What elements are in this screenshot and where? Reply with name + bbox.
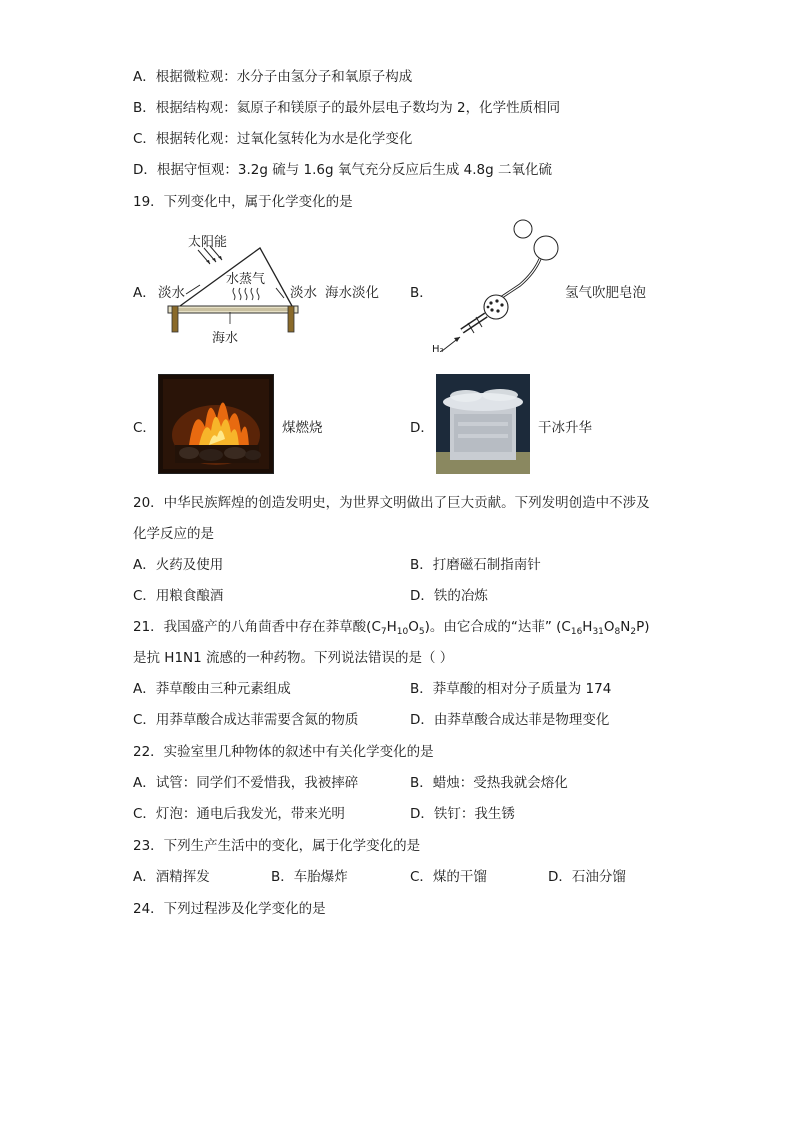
q24-stem: 24．下列过程涉及化学变化的是 (133, 901, 326, 917)
q18-option-a: A．根据微粒观：水分子由氢分子和氧原子构成 (133, 69, 413, 85)
f2-sub-8: 8 (614, 627, 621, 637)
f2-o: O (603, 619, 615, 635)
q19-a-letter: A． (133, 285, 156, 301)
q21-option-c: C．用莽草酸合成达菲需要含氮的物质 (133, 712, 359, 728)
f1-sub-10: 10 (396, 627, 409, 637)
f2-n: N (620, 619, 631, 635)
dry-ice-photo (436, 374, 530, 474)
q21-stem-part2: )。由它合成的“达菲” (C (424, 619, 571, 635)
burning-coal-photo (158, 374, 274, 474)
q22-option-a: A．试管：同学们不爱惜我，我被摔碎 (133, 775, 359, 791)
q19-d-caption: 干冰升华 (538, 420, 592, 436)
f1-h: H (386, 619, 397, 635)
q21-option-a: A．莽草酸由三种元素组成 (133, 681, 291, 697)
f2-h: H (582, 619, 593, 635)
vapor-label: 水蒸气 (226, 272, 266, 287)
q19-d-letter: D． (410, 420, 434, 436)
f2-sub-2: 2 (630, 627, 637, 637)
q22-option-d: D．铁钉：我生锈 (410, 806, 515, 822)
f1-o: O (408, 619, 419, 635)
q21-stem-line2: 是抗 H1N1 流感的一种药物。下列说法错误的是（ ） (133, 650, 454, 666)
q22-stem: 22．实验室里几种物体的叙述中有关化学变化的是 (133, 744, 434, 760)
q21-option-d: D．由莽草酸合成达菲是物理变化 (410, 712, 610, 728)
f2-sub-31: 31 (592, 627, 604, 637)
q18-option-b: B．根据结构观：氦原子和镁原子的最外层电子数均为 2，化学性质相同 (133, 100, 561, 116)
q19-b-caption: 氢气吹肥皂泡 (565, 285, 646, 301)
q19-c-letter: C． (133, 420, 156, 436)
q21-stem-line1 (133, 617, 650, 637)
q19-b-letter: B． (410, 285, 433, 301)
q20-option-c: C．用粮食酿酒 (133, 588, 224, 604)
q23-option-c: C．煤的干馏 (410, 869, 487, 885)
q20-stem-line2: 化学反应的是 (133, 526, 214, 542)
q20-option-b: B．打磨磁石制指南针 (410, 557, 541, 573)
q19-c-caption: 煤燃烧 (282, 420, 323, 436)
sun-label: 太阳能 (188, 235, 228, 250)
f1-sub-7: 7 (380, 627, 387, 637)
q21-stem-part1: 21．我国盛产的八角茴香中存在莽草酸(C (133, 619, 381, 635)
q21-option-b: B．莽草酸的相对分子质量为 174 (410, 681, 612, 697)
q19-stem: 19．下列变化中，属于化学变化的是 (133, 194, 353, 210)
f2-p: P) (636, 619, 650, 635)
q22-option-b: B．蜡烛：受热我就会熔化 (410, 775, 568, 791)
q18-option-d: D．根据守恒观：3.2g 硫与 1.6g 氧气充分反应后生成 4.8g 二氧化硫 (133, 162, 552, 178)
hydrogen-bubble-apparatus (428, 215, 568, 360)
q23-option-b: B．车胎爆炸 (271, 869, 348, 885)
fresh-water-right-label: 淡水 (290, 285, 317, 301)
q18-option-c: C．根据转化观：过氧化氢转化为水是化学变化 (133, 131, 413, 147)
q20-option-a: A．火药及使用 (133, 557, 224, 573)
fresh-water-left-label: 淡水 (158, 285, 185, 301)
q20-option-d: D．铁的冶炼 (410, 588, 488, 604)
f2-sub-16: 16 (570, 627, 583, 637)
q19-a-caption: 海水淡化 (325, 285, 379, 301)
q23-stem: 23．下列生产生活中的变化，属于化学变化的是 (133, 838, 421, 854)
q23-option-a: A．酒精挥发 (133, 869, 210, 885)
q20-stem-line1: 20．中华民族辉煌的创造发明史，为世界文明做出了巨大贡献。下列发明创造中不涉及 (133, 495, 650, 511)
sea-label: 海水 (212, 331, 239, 346)
q23-option-d: D．石油分馏 (548, 869, 626, 885)
f1-sub-5: 5 (418, 627, 425, 637)
h2-label: H₂ (432, 344, 444, 355)
q22-option-c: C．灯泡：通电后我发光，带来光明 (133, 806, 345, 822)
